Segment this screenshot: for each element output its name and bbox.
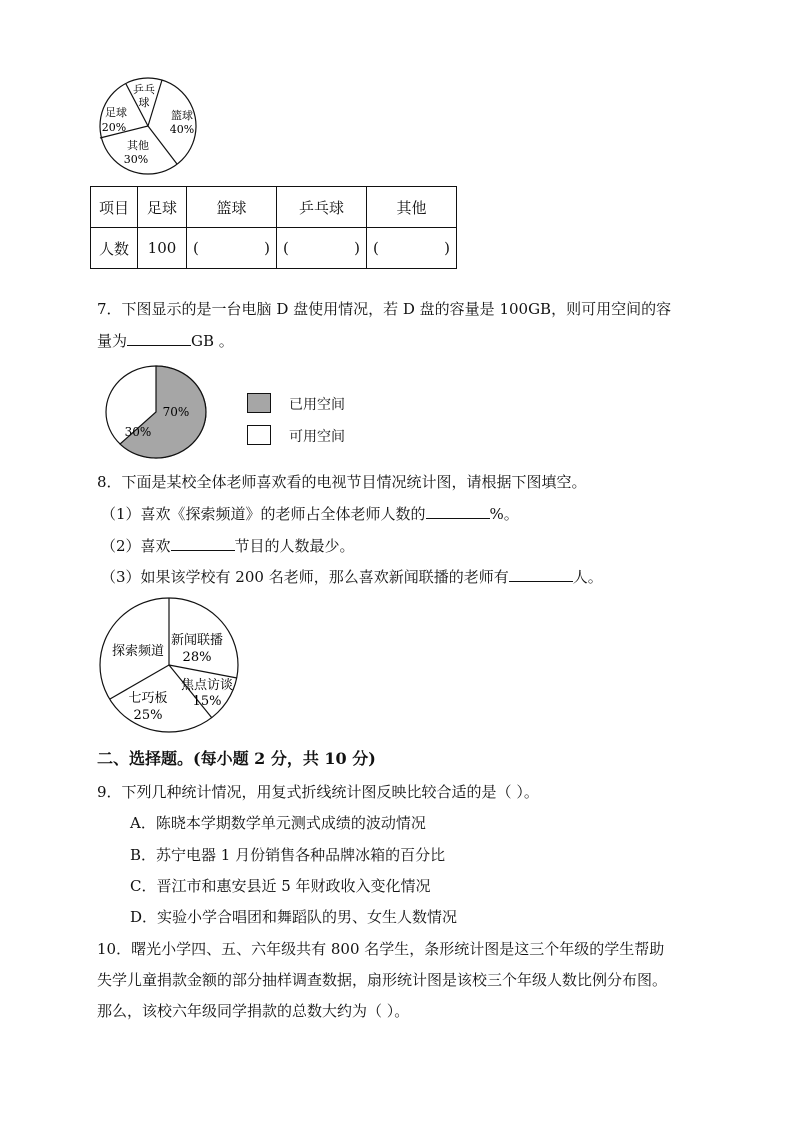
q8-news-label: 新闻联播 — [170, 633, 224, 648]
q7-legend-used-swatch — [247, 393, 271, 413]
q6-pingpong-blank[interactable] — [277, 228, 367, 269]
q8-sub3-blank[interactable] — [509, 567, 573, 582]
q9-option-c[interactable]: C．晋江市和惠安县近 5 年财政收入变化情况 — [130, 877, 431, 895]
q8-intro: 8．下面是某校全体老师喜欢看的电视节目情况统计图，请根据下图填空。 — [97, 473, 587, 491]
q7-legend-free-label: 可用空间 — [289, 429, 345, 445]
q7-disk-pie-chart — [104, 364, 208, 460]
q7-legend-free-swatch — [247, 425, 271, 445]
q6-slice-other-pct: 30% — [123, 153, 149, 166]
q7-free-pct-label: 30% — [124, 425, 152, 439]
q8-tangram-pct: 25% — [133, 708, 163, 723]
q8-sub1 — [101, 504, 519, 524]
q7-prefix: 量为 — [97, 332, 128, 350]
q6-slice-basketball-label: 篮球 — [171, 109, 193, 122]
q9-option-d[interactable]: D．实验小学合唱团和舞蹈队的男、女生人数情况 — [130, 908, 458, 926]
q7-suffix: GB 。 — [191, 332, 234, 350]
q6-basketball-blank[interactable] — [187, 228, 277, 269]
paren-close: ) — [444, 239, 450, 257]
q7-question-line2 — [97, 331, 234, 351]
q6-soccer-count: 100 — [138, 228, 187, 269]
q6-pie-chart — [96, 74, 200, 178]
q7-question-line1: 7．下图显示的是一台电脑 D 盘使用情况，若 D 盘的容量是 100GB，则可用空间的容 — [97, 300, 672, 318]
q6-slice-other-label: 其他 — [127, 139, 149, 152]
q7-legend-used-label: 已用空间 — [289, 397, 345, 413]
q8-news-pct: 28% — [182, 650, 212, 665]
q9-question: 9．下列几种统计情况，用复式折线统计图反映比较合适的是（ ）。 — [97, 783, 539, 801]
q8-sub1-suffix: %。 — [489, 505, 519, 523]
paren-open: ( — [283, 239, 289, 257]
q8-sub2-blank[interactable] — [171, 536, 235, 551]
q8-sub2 — [101, 536, 355, 556]
q8-discovery-label: 探索频道 — [111, 644, 165, 659]
q6-slice-soccer-label: 足球 — [105, 106, 127, 119]
section2-heading: 二、选择题。(每小题 2 分，共 10 分) — [97, 749, 376, 768]
paren-open: ( — [193, 239, 199, 257]
q10-line2: 失学儿童捐款金额的部分抽样调查数据，扇形统计图是该校三个年级人数比例分布图。 — [97, 971, 668, 989]
q6-header-soccer: 足球 — [138, 187, 187, 228]
q6-other-blank[interactable] — [367, 228, 457, 269]
q6-slice-pingpong-label2: 球 — [138, 96, 150, 109]
q6-header-other: 其他 — [367, 187, 457, 228]
q10-line1: 10．曙光小学四、五、六年级共有 800 名学生，条形统计图是这三个年级的学生帮助 — [97, 940, 665, 958]
q10-line3: 那么，该校六年级同学捐款的总数大约为（ ）。 — [97, 1002, 410, 1020]
q8-focus-pct: 15% — [192, 694, 222, 709]
q8-tangram-label: 七巧板 — [128, 691, 168, 706]
q8-focus-label: 焦点访谈 — [180, 678, 234, 693]
q6-header-pingpong: 乒乓球 — [277, 187, 367, 228]
q8-sub1-blank[interactable] — [426, 504, 490, 519]
q8-sub3 — [101, 567, 603, 587]
q8-tv-pie-chart — [98, 596, 242, 736]
q8-sub2-suffix: 节目的人数最少。 — [234, 537, 355, 555]
q8-sub3-suffix: 人。 — [572, 568, 603, 586]
q9-option-b[interactable]: B．苏宁电器 1 月份销售各种品牌冰箱的百分比 — [130, 846, 446, 864]
q6-slice-pingpong-label: 乒乓 — [133, 83, 155, 96]
q8-sub2-prefix: （2）喜欢 — [101, 537, 171, 555]
q6-slice-basketball-pct: 40% — [169, 123, 195, 136]
q6-table — [90, 186, 457, 269]
q7-answer-blank[interactable] — [127, 331, 191, 346]
q9-option-a[interactable]: A．陈晓本学期数学单元测式成绩的波动情况 — [130, 814, 426, 832]
q8-sub1-prefix: （1）喜欢《探索频道》的老师占全体老师人数的 — [101, 505, 426, 523]
q7-used-pct-label: 70% — [162, 405, 190, 419]
q6-header-item: 项目 — [91, 187, 138, 228]
q8-sub3-prefix: （3）如果该学校有 200 名老师，那么喜欢新闻联播的老师有 — [101, 568, 509, 586]
paren-close: ) — [354, 239, 360, 257]
q6-slice-soccer-pct: 20% — [101, 121, 127, 134]
q6-header-basketball: 篮球 — [187, 187, 277, 228]
q6-row-label: 人数 — [91, 228, 138, 269]
paren-open: ( — [373, 239, 379, 257]
paren-close: ) — [264, 239, 270, 257]
